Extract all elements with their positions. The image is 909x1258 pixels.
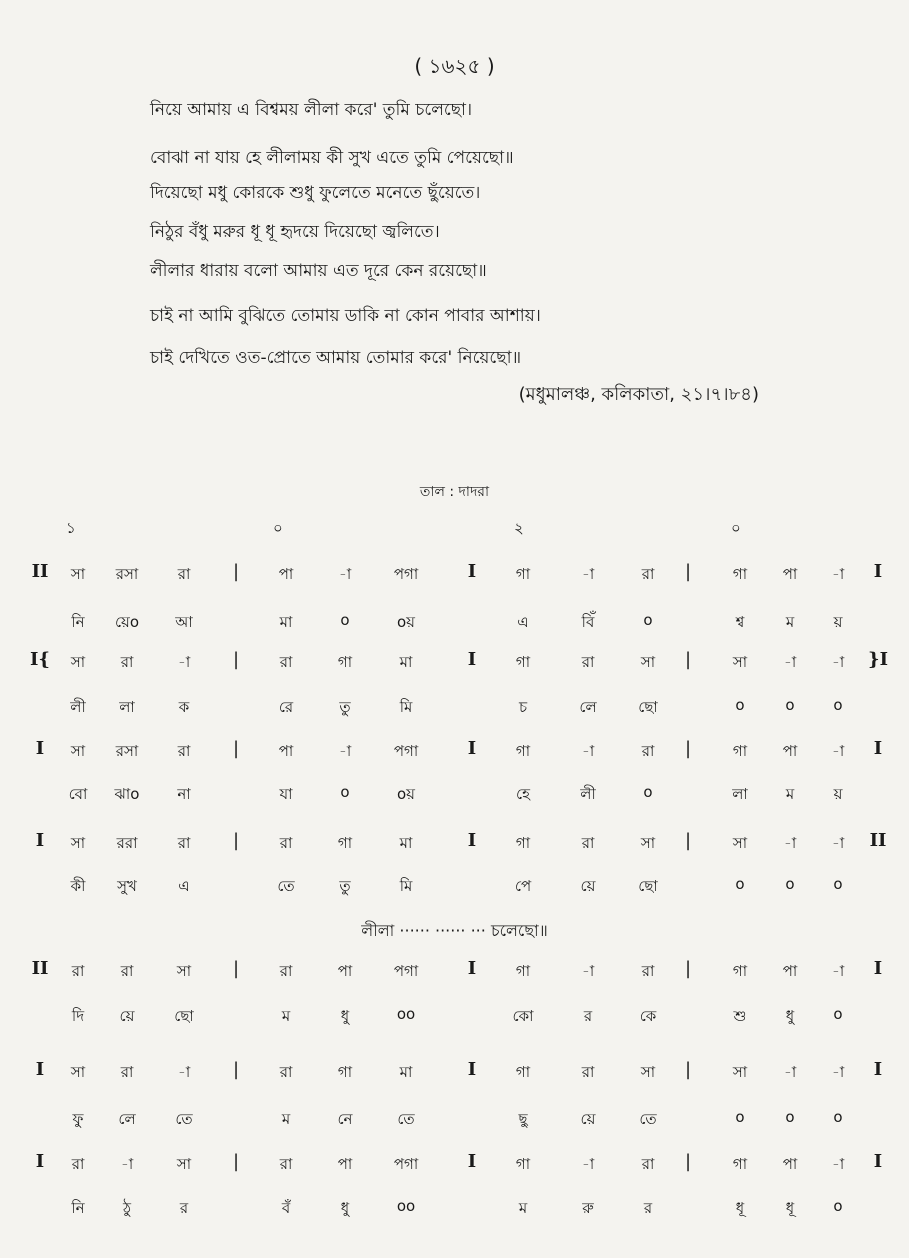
swara-note: রা	[120, 1063, 134, 1081]
lyric-syllable: য়ে	[119, 1007, 135, 1025]
barline-thin: |	[684, 561, 692, 582]
swara-note: সা	[70, 742, 86, 760]
swara-note: পা	[782, 565, 798, 583]
lyric-syllable: o	[643, 783, 653, 801]
swara-note: রা	[279, 653, 293, 671]
swara-note: সা	[70, 1063, 86, 1081]
swara-note: গা	[337, 834, 353, 852]
swara-note: গা	[515, 1063, 531, 1081]
barline-close: II	[869, 830, 887, 851]
swara-note: পা	[278, 565, 294, 583]
lyric-syllable: ঠু	[122, 1199, 132, 1217]
swara-note: রা	[279, 1063, 293, 1081]
barline-strong: I	[467, 958, 477, 979]
lyric-syllable: লা	[119, 698, 135, 716]
beat-marker-1: ১	[66, 519, 76, 537]
swara-note: গা	[515, 834, 531, 852]
lyric-syllable: য়	[833, 613, 843, 631]
swara-note: রসা	[115, 565, 139, 583]
lyric-syllable: নে	[337, 1110, 353, 1128]
swara-note: পগা	[393, 742, 419, 760]
barline-open: II	[31, 958, 49, 979]
swara-note: রা	[279, 1155, 293, 1173]
barline-thin: |	[232, 958, 240, 979]
lyric-syllable: র	[643, 1199, 653, 1217]
lyric-syllable: রে	[278, 698, 294, 716]
lyric-syllable: তু	[339, 877, 351, 895]
barline-thin: |	[684, 1059, 692, 1080]
swara-note: -া	[581, 742, 595, 760]
lyric-syllable: ম	[785, 613, 795, 631]
lyric-syllable: ধূ	[735, 1199, 745, 1217]
lyric-syllable: o	[833, 875, 843, 893]
taal-label: তাল : দাদরা	[419, 484, 490, 500]
swara-note: সা	[732, 1063, 748, 1081]
barline-thin: |	[684, 958, 692, 979]
barline-strong: I	[467, 738, 477, 759]
barline-thin: |	[684, 1151, 692, 1172]
swara-note: -া	[581, 1155, 595, 1173]
swara-note: -া	[338, 742, 352, 760]
lyric-syllable: o	[643, 611, 653, 629]
swara-note: রা	[581, 653, 595, 671]
swara-note: -া	[831, 1063, 845, 1081]
lyric-syllable: য়ে	[580, 1110, 596, 1128]
swara-note: ররা	[116, 834, 138, 852]
lyric-syllable: লে	[118, 1110, 136, 1128]
lyric-syllable: o	[833, 1005, 843, 1023]
swara-note: রা	[177, 742, 191, 760]
swara-note: রা	[641, 1155, 655, 1173]
lyric-syllable: য়	[833, 785, 843, 803]
swara-note: -া	[177, 653, 191, 671]
lyric-syllable: oয়	[396, 785, 416, 803]
lyric-syllable: ম	[785, 785, 795, 803]
swara-note: -া	[783, 834, 797, 852]
lyric-syllable: লী	[580, 785, 596, 803]
lyric-syllable: লে	[579, 698, 597, 716]
lyric-syllable: আ	[175, 613, 193, 631]
lyric-syllable: না	[177, 785, 191, 803]
swara-note: -া	[831, 834, 845, 852]
barline-thin: |	[232, 561, 240, 582]
lyric-syllable: চ	[518, 698, 528, 716]
attribution: (মধুমালঞ্চ, কলিকাতা, ২১।৭।৮৪)	[518, 384, 759, 405]
swara-note: -া	[338, 565, 352, 583]
lyric-syllable: এ	[517, 613, 529, 631]
barline-thin: |	[232, 830, 240, 851]
lyric-syllable: ধু	[340, 1007, 350, 1025]
barline-strong: I	[467, 649, 477, 670]
swara-note: -া	[831, 653, 845, 671]
barline-thin: |	[684, 649, 692, 670]
swara-note: গা	[515, 962, 531, 980]
lyric-syllable: নি	[71, 1199, 85, 1217]
swara-note: পগা	[393, 1155, 419, 1173]
lyric-line-1: নিয়ে আমায় এ বিশ্বময় লীলা করে' তুমি চলেছো।	[150, 100, 473, 120]
lyric-line-4: নিঠুর বঁধু মরুর ধূ ধূ হৃদয়ে দিয়েছো জ্বলিতে।	[150, 222, 440, 242]
barline-close: I	[873, 738, 883, 759]
lyric-syllable: মি	[399, 877, 413, 895]
lyric-syllable: o	[735, 696, 745, 714]
swara-note: পগা	[393, 962, 419, 980]
swara-note: রা	[641, 565, 655, 583]
barline-open: II	[31, 561, 49, 582]
lyric-syllable: ম	[281, 1110, 291, 1128]
lyric-syllable: o	[833, 1108, 843, 1126]
swara-note: -া	[831, 1155, 845, 1173]
swara-note: -া	[831, 962, 845, 980]
lyric-syllable: নি	[71, 613, 85, 631]
swara-note: -া	[581, 962, 595, 980]
barline-open: I	[35, 830, 45, 851]
barline-strong: I	[467, 1059, 477, 1080]
lyric-syllable: শ্ব	[735, 613, 745, 631]
barline-thin: |	[232, 1151, 240, 1172]
barline-close: }I	[868, 649, 888, 670]
swara-note: রা	[177, 565, 191, 583]
barline-open: I	[35, 738, 45, 759]
lyric-syllable: র	[179, 1199, 189, 1217]
swara-note: পগা	[393, 565, 419, 583]
lyric-syllable: o	[785, 1108, 795, 1126]
swara-note: রসা	[115, 742, 139, 760]
lyric-syllable: মি	[399, 698, 413, 716]
lyric-syllable: য়েo	[114, 613, 140, 631]
lyric-syllable: oয়	[396, 613, 416, 631]
swara-note: রা	[120, 653, 134, 671]
swara-note: সা	[70, 565, 86, 583]
lyric-syllable: তে	[639, 1110, 657, 1128]
lyric-line-5: লীলার ধারায় বলো আমায় এত দূরে কেন রয়েছো॥	[150, 261, 487, 281]
swara-note: -া	[783, 1063, 797, 1081]
lyric-syllable: o	[735, 875, 745, 893]
swara-note: সা	[70, 653, 86, 671]
lyric-syllable: তে	[277, 877, 295, 895]
swara-note: পা	[278, 742, 294, 760]
barline-thin: |	[232, 738, 240, 759]
swara-note: সা	[640, 834, 656, 852]
swara-note: পা	[337, 1155, 353, 1173]
barline-close: I	[873, 561, 883, 582]
barline-open: I{	[30, 649, 50, 670]
barline-strong: I	[467, 1151, 477, 1172]
lyric-line-3: দিয়েছো মধু কোরকে শুধু ফুলেতে মনেতে ছুঁয়েতে।	[150, 183, 481, 203]
refrain-line: লীলা ······ ······ ··· চলেছো॥	[361, 921, 548, 940]
lyric-syllable: o	[785, 696, 795, 714]
lyric-syllable: মা	[279, 613, 293, 631]
lyric-syllable: তে	[397, 1110, 415, 1128]
lyric-syllable: লা	[732, 785, 748, 803]
swara-note: গা	[515, 1155, 531, 1173]
swara-note: -া	[831, 742, 845, 760]
beat-marker-2: ০	[273, 519, 283, 537]
swara-note: গা	[337, 1063, 353, 1081]
swara-note: রা	[279, 834, 293, 852]
lyric-syllable: o	[340, 783, 350, 801]
swara-note: সা	[732, 834, 748, 852]
swara-note: রা	[71, 1155, 85, 1173]
swara-note: গা	[515, 742, 531, 760]
lyric-syllable: o	[340, 611, 350, 629]
barline-open: I	[35, 1151, 45, 1172]
swara-note: রা	[120, 962, 134, 980]
lyric-line-2: বোঝা না যায় হে লীলাময় কী সুখ এতে তুমি পেয়েছো॥	[150, 148, 514, 168]
lyric-line-6: চাই না আমি বুঝিতে তোমায় ডাকি না কোন পাবার আশায়।	[150, 306, 541, 326]
barline-strong: I	[467, 830, 477, 851]
lyric-syllable: oo	[396, 1005, 416, 1023]
lyric-syllable: ম	[281, 1007, 291, 1025]
swara-note: মা	[399, 834, 413, 852]
page-number: ( ১৬২৫ )	[414, 54, 495, 78]
swara-note: -া	[120, 1155, 134, 1173]
swara-note: পা	[782, 742, 798, 760]
swara-note: পা	[782, 962, 798, 980]
swara-note: গা	[515, 565, 531, 583]
swara-note: গা	[337, 653, 353, 671]
lyric-syllable: ক	[178, 698, 190, 716]
beat-marker-3: ২	[514, 519, 524, 537]
lyric-syllable: রু	[582, 1199, 594, 1217]
swara-note: রা	[641, 962, 655, 980]
lyric-syllable: তু	[339, 698, 351, 716]
barline-close: I	[873, 1059, 883, 1080]
lyric-syllable: o	[785, 875, 795, 893]
barline-thin: |	[684, 830, 692, 851]
lyric-syllable: বো	[68, 785, 88, 803]
lyric-syllable: লী	[70, 698, 86, 716]
lyric-syllable: বঁ	[281, 1199, 291, 1217]
lyric-syllable: ছু	[518, 1110, 528, 1128]
swara-note: -া	[177, 1063, 191, 1081]
lyric-syllable: কী	[70, 877, 86, 895]
lyric-syllable: ছো	[638, 877, 658, 895]
lyric-syllable: কো	[512, 1007, 534, 1025]
swara-note: গা	[732, 962, 748, 980]
lyric-syllable: সুখ	[117, 877, 137, 895]
barline-open: I	[35, 1059, 45, 1080]
barline-thin: |	[232, 649, 240, 670]
swara-note: রা	[581, 834, 595, 852]
swara-note: মা	[399, 1063, 413, 1081]
lyric-syllable: ধু	[785, 1007, 795, 1025]
beat-marker-4: ০	[731, 519, 741, 537]
swara-note: গা	[732, 742, 748, 760]
barline-strong: I	[467, 561, 477, 582]
lyric-syllable: ম	[518, 1199, 528, 1217]
lyric-syllable: ছো	[638, 698, 658, 716]
lyric-syllable: তে	[175, 1110, 193, 1128]
swara-note: মা	[399, 653, 413, 671]
lyric-syllable: ছো	[174, 1007, 194, 1025]
lyric-syllable: বিঁ	[581, 613, 595, 631]
barline-close: I	[873, 958, 883, 979]
swara-note: সা	[176, 962, 192, 980]
swara-note: সা	[176, 1155, 192, 1173]
swara-note: রা	[279, 962, 293, 980]
swara-note: গা	[515, 653, 531, 671]
barline-close: I	[873, 1151, 883, 1172]
lyric-syllable: য়ে	[580, 877, 596, 895]
swara-note: গা	[732, 1155, 748, 1173]
lyric-syllable: যা	[279, 785, 293, 803]
lyric-syllable: পে	[514, 877, 532, 895]
lyric-syllable: র	[583, 1007, 593, 1025]
lyric-syllable: ধু	[340, 1199, 350, 1217]
swara-note: সা	[70, 834, 86, 852]
swara-note: রা	[71, 962, 85, 980]
lyric-syllable: শু	[733, 1007, 747, 1025]
lyric-syllable: ঝাo	[114, 785, 140, 803]
lyric-syllable: এ	[178, 877, 190, 895]
swara-note: সা	[640, 653, 656, 671]
swara-note: রা	[177, 834, 191, 852]
barline-thin: |	[232, 1059, 240, 1080]
swara-note: -া	[783, 653, 797, 671]
swara-note: সা	[732, 653, 748, 671]
lyric-syllable: o	[833, 1197, 843, 1215]
swara-note: -া	[581, 565, 595, 583]
lyric-syllable: দি	[71, 1007, 85, 1025]
lyric-syllable: কে	[639, 1007, 657, 1025]
lyric-syllable: o	[735, 1108, 745, 1126]
swara-note: রা	[641, 742, 655, 760]
lyric-syllable: ধূ	[785, 1199, 795, 1217]
lyric-syllable: হে	[516, 785, 530, 803]
swara-note: -া	[831, 565, 845, 583]
swara-note: পা	[337, 962, 353, 980]
swara-note: গা	[732, 565, 748, 583]
barline-thin: |	[684, 738, 692, 759]
lyric-line-7: চাই দেখিতে ওত-প্রোতে আমায় তোমার করে' নিয়েছো॥	[150, 348, 522, 368]
lyric-syllable: oo	[396, 1197, 416, 1215]
swara-note: রা	[581, 1063, 595, 1081]
lyric-syllable: ফু	[72, 1110, 84, 1128]
lyric-syllable: o	[833, 696, 843, 714]
swara-note: সা	[640, 1063, 656, 1081]
swara-note: পা	[782, 1155, 798, 1173]
